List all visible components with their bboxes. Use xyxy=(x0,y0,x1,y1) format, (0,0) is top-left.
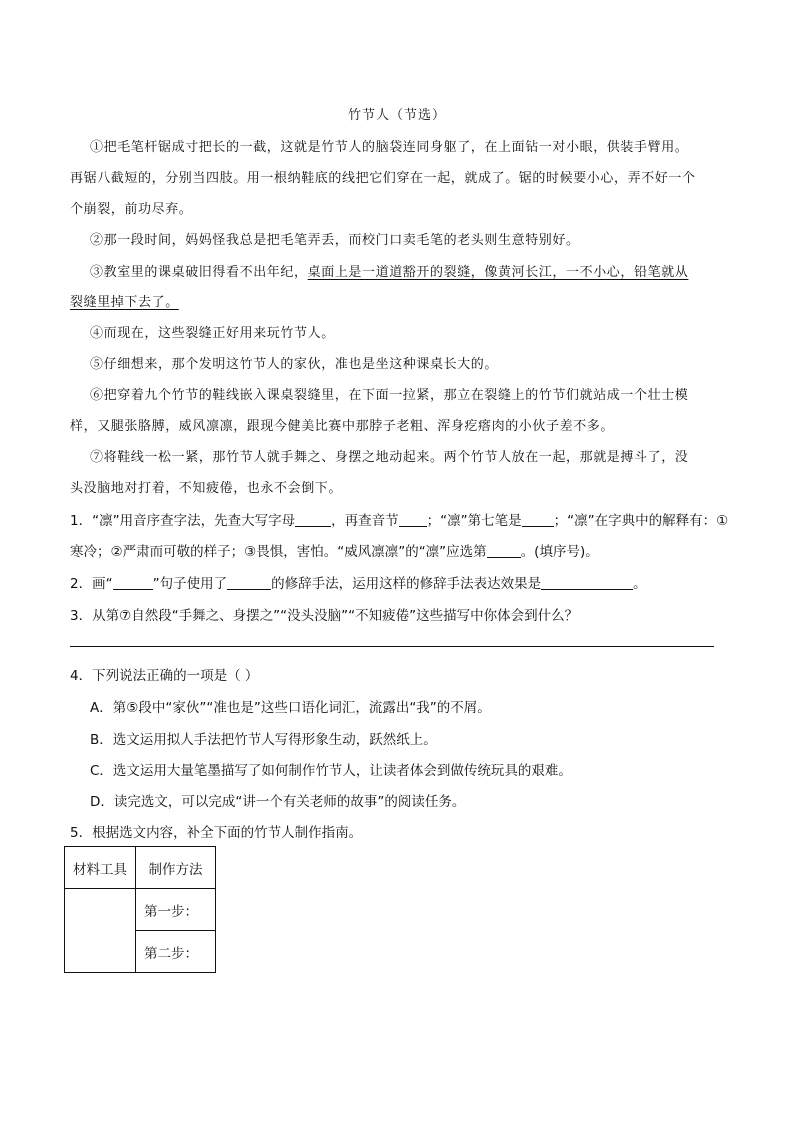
question-1-line-2 xyxy=(70,540,599,560)
paragraph-1-line-2: 再锯八截短的，分别当四肢。用一根纳鞋底的线把它们穿在一起，就成了。锯的时候要小心，弄不好一个 xyxy=(70,171,696,186)
paragraph-7-line-1: ⑦将鞋线一松一紧，那竹节人就手舞之、身摆之地动起来。两个竹节人放在一起，那就是搏斗了，没 xyxy=(90,450,689,465)
question-4-stem: 4．下列说法正确的一项是（ ） xyxy=(70,668,259,684)
paragraph-6-line-1: ⑥把穿着九个竹节的鞋线嵌入课桌裂缝里，在下面一拉紧，那立在裂缝上的竹节们就站成一个壮士模 xyxy=(90,388,689,403)
q2-sentence-blank[interactable] xyxy=(113,577,153,590)
question-1-text-f: 。(填序号)。 xyxy=(520,544,599,560)
underlined-sentence-part-1: 桌面上是一道道豁开的裂缝，像黄河长江，一不小心，铅笔就从 xyxy=(307,265,689,280)
underlined-sentence-part-2: 裂缝里掉下去了。 xyxy=(70,295,179,310)
q2-rhetoric-blank[interactable] xyxy=(227,577,271,590)
question-2-text-c: 的修辞手法，运用这样的修辞手法表达效果是 xyxy=(271,576,542,592)
step-1-cell[interactable]: 第一步： xyxy=(136,889,216,931)
paragraph-3-line-2 xyxy=(70,291,179,310)
passage-title: 竹节人（节选） xyxy=(347,108,446,123)
question-2-text-b: ”句子使用了 xyxy=(152,576,228,592)
paragraph-5: ⑤仔细想来，那个发明这竹节人的家伙，准也是坐这种课桌长大的。 xyxy=(90,357,499,372)
q1-meaning-blank[interactable] xyxy=(487,545,521,558)
question-1-text-e: 寒冷；②严肃而可敬的样子；③畏惧，害怕。“威风凛凛”的“凛”应选第 xyxy=(70,544,487,560)
question-1-text-d: ；“凛”在字典中的解释有：① xyxy=(553,513,729,529)
question-1-text-b: ，再查音节 xyxy=(331,513,399,529)
paragraph-3-line-1 xyxy=(90,261,688,280)
paragraph-6-line-2: 样，又腿张胳膊，威风凛凛，跟现今健美比赛中那脖子老粗、浑身疙瘩肉的小伙子差不多。 xyxy=(70,419,615,434)
q1-letter-blank[interactable] xyxy=(295,514,331,527)
question-2 xyxy=(70,572,647,592)
question-5-stem: 5．根据选文内容，补全下面的竹节人制作指南。 xyxy=(70,825,363,841)
q1-stroke-blank[interactable] xyxy=(522,514,554,527)
question-2-text-d: 。 xyxy=(633,576,647,592)
paragraph-1-line-3: 个崩裂，前功尽弃。 xyxy=(70,202,193,217)
question-4-option-c[interactable]: C．选文运用大量笔墨描写了如何制作竹节人，让读者体会到做传统玩具的艰难。 xyxy=(90,763,572,779)
paragraph-4: ④而现在，这些裂缝正好用来玩竹节人。 xyxy=(90,326,335,341)
q2-effect-blank[interactable] xyxy=(541,577,633,590)
question-1-text-c: ；“凛”第七笔是 xyxy=(426,513,522,529)
step-2-cell[interactable]: 第二步： xyxy=(136,931,216,973)
question-4-option-b[interactable]: B．选文运用拟人手法把竹节人写得形象生动，跃然纸上。 xyxy=(90,732,437,748)
bamboo-figure-guide-table xyxy=(64,846,216,973)
paragraph-2: ②那一段时间，妈妈怪我总是把毛笔弄丢，而校门口卖毛笔的老头则生意特别好。 xyxy=(90,233,580,248)
question-3: 3．从第⑦自然段“手舞之、身摆之”“没头没脑”“不知疲倦”这些描写中你体会到什么？ xyxy=(70,608,579,624)
header-materials-tools: 材料工具 xyxy=(65,847,136,889)
question-1-text-a: 1．“凛”用音序查字法，先查大写字母 xyxy=(70,513,296,529)
question-1-line-1 xyxy=(70,509,728,529)
question-4-option-d[interactable]: D．读完选文，可以完成“讲一个有关老师的故事”的阅读任务。 xyxy=(90,794,466,810)
paragraph-7-line-2: 头没脑地对打着，不知疲倦，也永不会倒下。 xyxy=(70,481,343,496)
paragraph-1-line-1: ①把毛笔杆锯成寸把长的一截，这就是竹节人的脑袋连同身躯了，在上面钻一对小眼，供装手臂用。 xyxy=(90,140,689,155)
question-2-text-a: 2．画“ xyxy=(70,576,113,592)
question-4-option-a[interactable]: A．第⑤段中“家伙”“准也是”这些口语化词汇，流露出“我”的不屑。 xyxy=(90,700,491,716)
q1-syllable-blank[interactable] xyxy=(399,514,427,527)
header-making-method: 制作方法 xyxy=(136,847,216,889)
question-3-answer-line[interactable] xyxy=(70,646,714,647)
paragraph-3-plain-text: ③教室里的课桌破旧得看不出年纪， xyxy=(90,265,308,280)
materials-answer-cell[interactable] xyxy=(65,889,136,973)
